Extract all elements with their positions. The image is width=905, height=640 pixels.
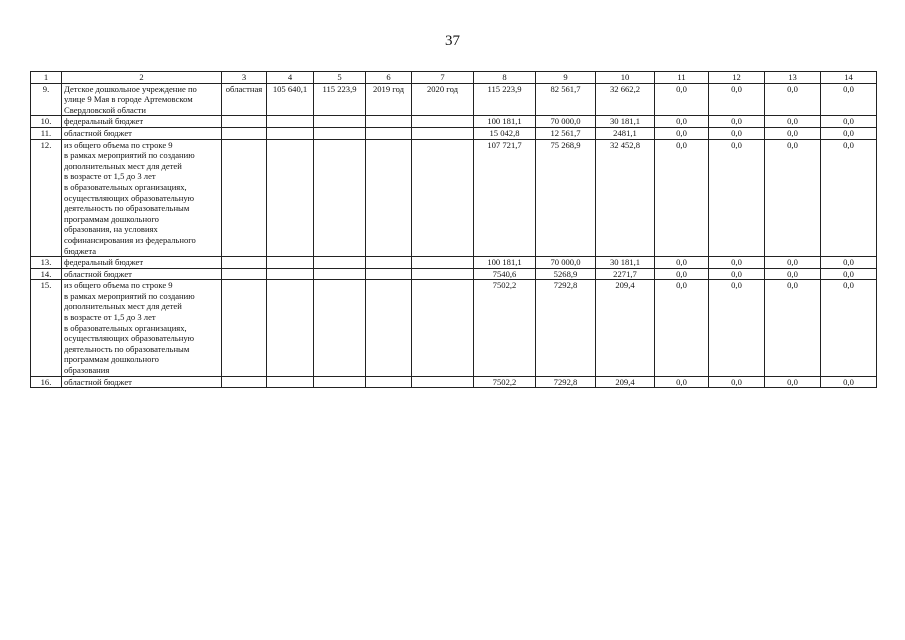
header-cell: 4: [267, 72, 314, 84]
table-header-row: [31, 72, 877, 84]
value-cell: [366, 280, 412, 376]
value-cell: 0,0: [821, 280, 877, 376]
header-cell: 11: [655, 72, 709, 84]
table-row: [31, 257, 877, 269]
row-number-cell: 13.: [31, 257, 62, 269]
header-cell: 2: [62, 72, 222, 84]
value-cell: 0,0: [655, 83, 709, 116]
row-description-cell: федеральный бюджет: [62, 257, 222, 269]
value-cell: 0,0: [709, 83, 765, 116]
header-cell: 13: [765, 72, 821, 84]
table-row: [31, 83, 877, 116]
value-cell: 115 223,9: [314, 83, 366, 116]
value-cell: 0,0: [821, 257, 877, 269]
value-cell: 0,0: [821, 127, 877, 139]
value-cell: 0,0: [765, 280, 821, 376]
value-cell: [412, 139, 474, 257]
header-cell: 8: [474, 72, 536, 84]
value-cell: 0,0: [765, 139, 821, 257]
value-cell: [222, 268, 267, 280]
value-cell: 7292,8: [536, 280, 596, 376]
value-cell: 0,0: [709, 116, 765, 128]
value-cell: 0,0: [765, 268, 821, 280]
value-cell: [366, 257, 412, 269]
value-cell: 0,0: [655, 376, 709, 388]
header-cell: 9: [536, 72, 596, 84]
row-description-cell: из общего объема по строке 9 в рамках мероприятий по созданию дополнительных мест для детей в возрасте от 1,5 до 3 лет в образовательных организациях, осуществляющих образовательную деятельность по образовательным программам дошкольного образования, на условиях софинансирования из федерального бюджета: [62, 139, 222, 257]
value-cell: [314, 127, 366, 139]
value-cell: 0,0: [655, 257, 709, 269]
value-cell: 0,0: [765, 376, 821, 388]
value-cell: [412, 257, 474, 269]
value-cell: 0,0: [821, 139, 877, 257]
row-number-cell: 11.: [31, 127, 62, 139]
value-cell: 0,0: [709, 376, 765, 388]
value-cell: [267, 280, 314, 376]
value-cell: [222, 257, 267, 269]
value-cell: 7502,2: [474, 280, 536, 376]
header-cell: 14: [821, 72, 877, 84]
value-cell: 115 223,9: [474, 83, 536, 116]
row-number-cell: 14.: [31, 268, 62, 280]
value-cell: [222, 376, 267, 388]
table-row: [31, 268, 877, 280]
value-cell: [267, 257, 314, 269]
value-cell: областная: [222, 83, 267, 116]
value-cell: [314, 268, 366, 280]
value-cell: 0,0: [655, 280, 709, 376]
row-number-cell: 16.: [31, 376, 62, 388]
header-cell: 12: [709, 72, 765, 84]
value-cell: 0,0: [821, 116, 877, 128]
value-cell: 100 181,1: [474, 257, 536, 269]
value-cell: 209,4: [596, 280, 655, 376]
budget-table: [30, 71, 877, 388]
value-cell: 2019 год: [366, 83, 412, 116]
header-cell: 10: [596, 72, 655, 84]
page-number: 37: [445, 33, 460, 49]
value-cell: 15 042,8: [474, 127, 536, 139]
value-cell: 7502,2: [474, 376, 536, 388]
value-cell: 2481,1: [596, 127, 655, 139]
value-cell: [366, 127, 412, 139]
value-cell: [314, 280, 366, 376]
table-row: [31, 127, 877, 139]
header-cell: 1: [31, 72, 62, 84]
table-row: [31, 376, 877, 388]
table-row: [31, 280, 877, 376]
row-number-cell: 12.: [31, 139, 62, 257]
value-cell: 12 561,7: [536, 127, 596, 139]
value-cell: 0,0: [709, 280, 765, 376]
header-cell: 5: [314, 72, 366, 84]
value-cell: 0,0: [709, 127, 765, 139]
value-cell: 7540,6: [474, 268, 536, 280]
value-cell: [366, 268, 412, 280]
value-cell: 30 181,1: [596, 257, 655, 269]
value-cell: 82 561,7: [536, 83, 596, 116]
value-cell: [267, 376, 314, 388]
value-cell: 100 181,1: [474, 116, 536, 128]
value-cell: 2020 год: [412, 83, 474, 116]
value-cell: [366, 139, 412, 257]
table-row: [31, 139, 877, 257]
header-cell: 3: [222, 72, 267, 84]
value-cell: [222, 127, 267, 139]
value-cell: [412, 116, 474, 128]
value-cell: 0,0: [709, 268, 765, 280]
value-cell: 0,0: [765, 116, 821, 128]
value-cell: 0,0: [765, 257, 821, 269]
value-cell: [267, 127, 314, 139]
value-cell: [222, 139, 267, 257]
row-description-cell: областной бюджет: [62, 376, 222, 388]
header-cell: 6: [366, 72, 412, 84]
value-cell: 70 000,0: [536, 116, 596, 128]
value-cell: 30 181,1: [596, 116, 655, 128]
value-cell: 0,0: [821, 83, 877, 116]
value-cell: 0,0: [765, 127, 821, 139]
value-cell: [366, 116, 412, 128]
value-cell: 0,0: [765, 83, 821, 116]
value-cell: 7292,8: [536, 376, 596, 388]
value-cell: 105 640,1: [267, 83, 314, 116]
value-cell: 0,0: [655, 268, 709, 280]
value-cell: 5268,9: [536, 268, 596, 280]
row-number-cell: 10.: [31, 116, 62, 128]
value-cell: 107 721,7: [474, 139, 536, 257]
header-cell: 7: [412, 72, 474, 84]
value-cell: 75 268,9: [536, 139, 596, 257]
value-cell: 0,0: [655, 127, 709, 139]
value-cell: 0,0: [655, 116, 709, 128]
row-description-cell: областной бюджет: [62, 268, 222, 280]
value-cell: [412, 376, 474, 388]
row-description-cell: из общего объема по строке 9 в рамках мероприятий по созданию дополнительных мест для детей в возрасте от 1,5 до 3 лет в образовательных организациях, осуществляющих образовательную деятельность по образовательным программам дошкольного образования: [62, 280, 222, 376]
value-cell: 32 452,8: [596, 139, 655, 257]
value-cell: [314, 116, 366, 128]
value-cell: 70 000,0: [536, 257, 596, 269]
value-cell: [314, 139, 366, 257]
value-cell: [267, 268, 314, 280]
value-cell: [314, 257, 366, 269]
value-cell: [222, 280, 267, 376]
value-cell: [412, 127, 474, 139]
value-cell: [222, 116, 267, 128]
value-cell: 2271,7: [596, 268, 655, 280]
value-cell: 0,0: [821, 376, 877, 388]
value-cell: 32 662,2: [596, 83, 655, 116]
row-description-cell: Детское дошкольное учреждение по улице 9 Мая в городе Артемовском Свердловской области: [62, 83, 222, 116]
value-cell: [366, 376, 412, 388]
row-description-cell: федеральный бюджет: [62, 116, 222, 128]
table-row: [31, 116, 877, 128]
value-cell: [412, 280, 474, 376]
row-description-cell: областной бюджет: [62, 127, 222, 139]
value-cell: 0,0: [655, 139, 709, 257]
value-cell: [412, 268, 474, 280]
value-cell: [267, 116, 314, 128]
value-cell: 0,0: [821, 268, 877, 280]
value-cell: [267, 139, 314, 257]
value-cell: 209,4: [596, 376, 655, 388]
value-cell: 0,0: [709, 139, 765, 257]
row-number-cell: 15.: [31, 280, 62, 376]
value-cell: [314, 376, 366, 388]
row-number-cell: 9.: [31, 83, 62, 116]
value-cell: 0,0: [709, 257, 765, 269]
